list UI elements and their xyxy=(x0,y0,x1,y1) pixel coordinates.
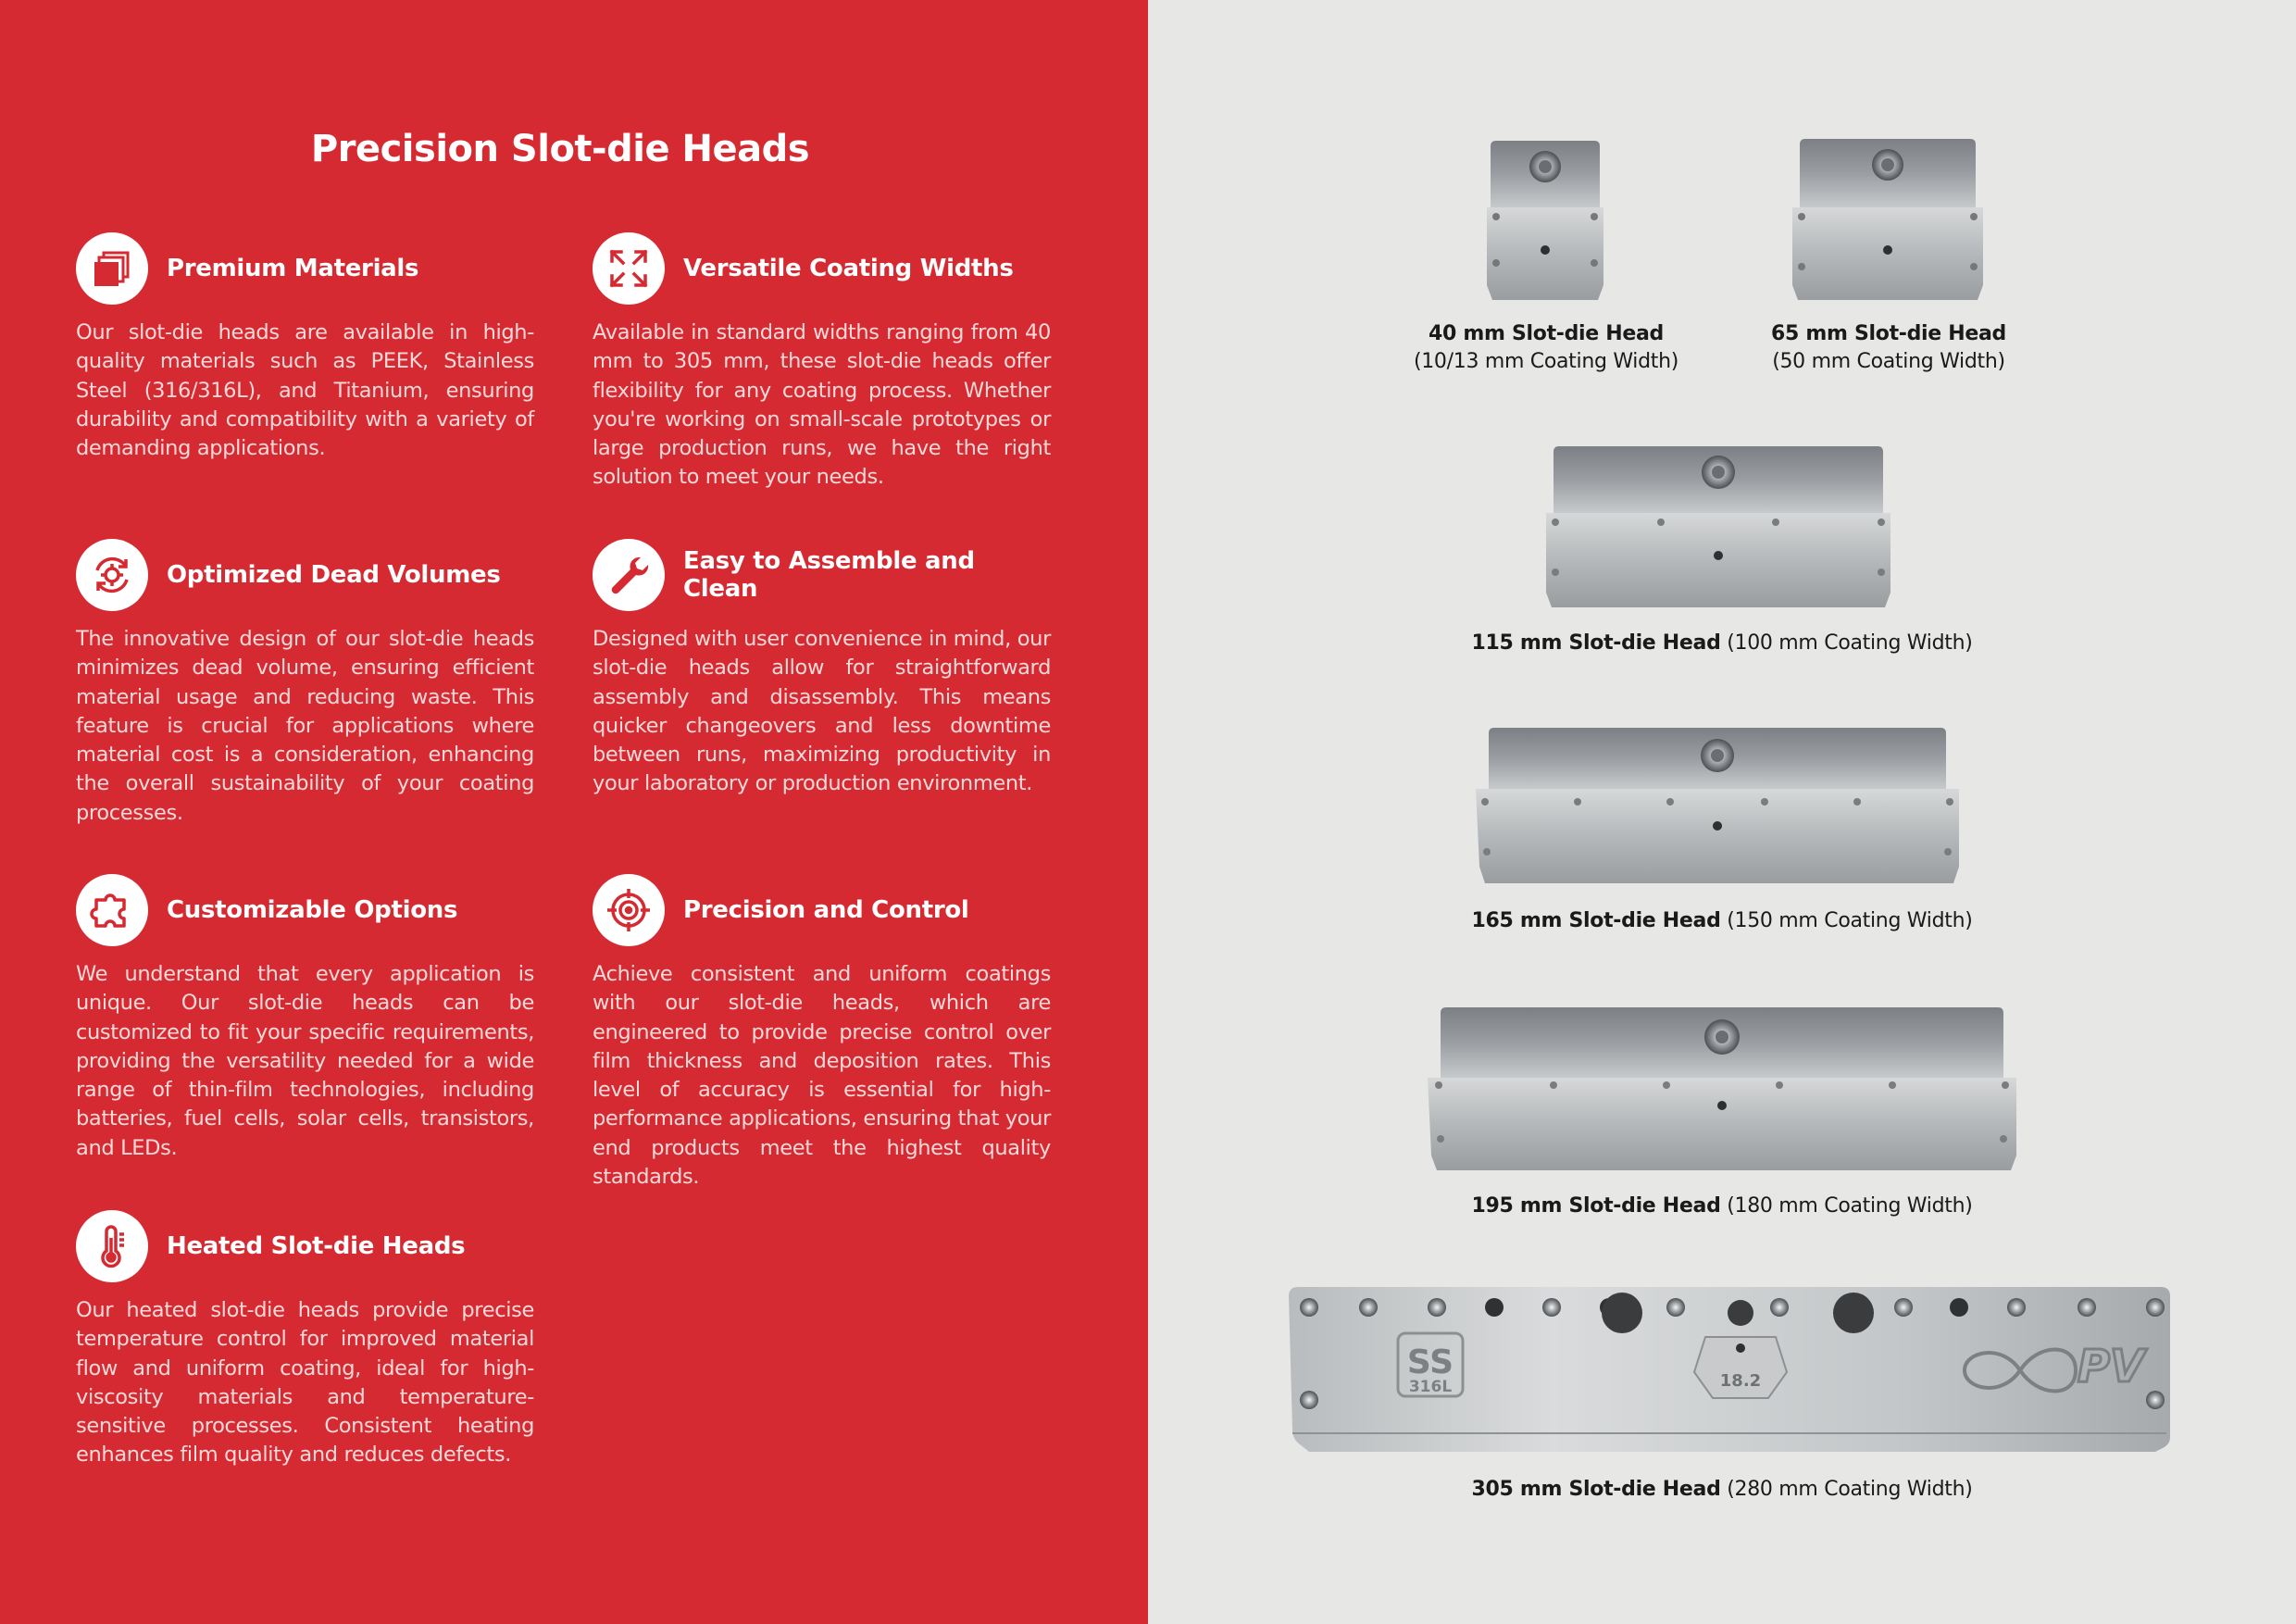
product-image-65mm xyxy=(1792,139,1983,300)
feature-title: Premium Materials xyxy=(167,255,419,282)
feature-versatile-coating-widths xyxy=(593,231,1051,493)
feature-title: Easy to Assemble and Clean xyxy=(683,547,975,603)
product-name: 165 mm Slot-die Head xyxy=(1471,909,1721,932)
feature-body: Our slot-die heads are available in high-quality materials such as PEEK, Stainless Steel (316/316L), and Titanium, ensuring durability and compatibility with a variety of demanding applications. xyxy=(76,320,534,461)
feature-optimized-dead-volumes xyxy=(76,538,534,828)
product-spec: (180 mm Coating Width) xyxy=(1727,1194,1973,1218)
product-spec: (10/13 mm Coating Width) xyxy=(1413,350,1679,373)
product-name: 115 mm Slot-die Head xyxy=(1471,631,1721,655)
feature-body: Designed with user convenience in mind, our slot-die heads allow for straightforward assembly and disassembly. This means quicker changeovers and less downtime between runs, maximizing productivity in your laboratory or production environment. xyxy=(593,627,1051,796)
expand-arrows-icon xyxy=(593,232,665,305)
page-title: Precision Slot-die Heads xyxy=(310,128,810,170)
engraving-grade: 316L xyxy=(1408,1378,1453,1396)
feature-body: Our heated slot-die heads provide precise temperature control for improved material flow and uniform coating, ideal for high-viscosity materials and temperature-sensitive processes. Consistent heating enhances film quality and reduces defects. xyxy=(76,1298,534,1468)
target-icon xyxy=(593,874,665,946)
feature-title: Versatile Coating Widths xyxy=(683,255,1014,282)
gear-cycle-icon xyxy=(76,539,148,611)
engraving-material: SS xyxy=(1406,1343,1454,1381)
feature-heated-slot-die-heads xyxy=(76,1209,534,1470)
thermometer-icon xyxy=(76,1210,148,1282)
feature-customizable-options xyxy=(76,873,534,1163)
product-caption-305mm xyxy=(1379,1476,2065,1504)
feature-easy-assemble-clean xyxy=(593,538,1051,799)
product-spec: (50 mm Coating Width) xyxy=(1772,350,2005,373)
wrench-icon xyxy=(593,539,665,611)
layers-icon xyxy=(76,232,148,305)
feature-body: The innovative design of our slot-die heads minimizes dead volume, ensuring efficient material usage and reducing waste. This feature is crucial for applications where material cost is a consideration, enhancing the overall sustainability of your coating processes. xyxy=(76,627,534,825)
feature-precision-control xyxy=(593,873,1051,1192)
product-caption-195mm xyxy=(1379,1193,2065,1220)
product-image-40mm xyxy=(1487,141,1603,300)
product-image-115mm xyxy=(1546,446,1890,607)
feature-body: Available in standard widths ranging from 40 mm to 305 mm, these slot-die heads offer flexibility for any coating process. Whether you're working on small-scale prototypes or large production runs, we have the right solution to meet your needs. xyxy=(593,320,1051,490)
product-name: 195 mm Slot-die Head xyxy=(1471,1194,1721,1218)
puzzle-icon xyxy=(76,874,148,946)
feature-body: Achieve consistent and uniform coatings with our slot-die heads, which are engineered to provide precise control over film thickness and deposition rates. This level of accuracy is essential for high-performance applications, ensuring that your end products meet the highest quality standards. xyxy=(593,962,1051,1190)
product-caption-115mm xyxy=(1379,630,2065,657)
product-caption-40mm xyxy=(1379,320,1713,376)
product-name: 40 mm Slot-die Head xyxy=(1428,322,1665,345)
product-spec: (150 mm Coating Width) xyxy=(1727,909,1973,932)
feature-title: Heated Slot-die Heads xyxy=(167,1232,466,1260)
engraving-shim: 18.2 xyxy=(1719,1371,1762,1391)
product-caption-65mm xyxy=(1722,320,2055,376)
engraving-brand: PV xyxy=(2077,1341,2145,1393)
product-image-165mm xyxy=(1476,728,1959,883)
product-image-195mm xyxy=(1428,1007,2016,1170)
product-caption-165mm xyxy=(1379,907,2065,935)
feature-title: Customizable Options xyxy=(167,896,458,924)
product-name: 305 mm Slot-die Head xyxy=(1471,1478,1721,1501)
product-name: 65 mm Slot-die Head xyxy=(1770,322,2007,345)
feature-title: Optimized Dead Volumes xyxy=(167,561,501,589)
feature-title: Precision and Control xyxy=(683,896,969,924)
feature-premium-materials xyxy=(76,231,534,463)
product-spec: (100 mm Coating Width) xyxy=(1727,631,1973,655)
product-image-305mm xyxy=(1289,1287,2170,1452)
feature-body: We understand that every application is unique. Our slot-die heads can be customized to fit your specific requirements, providing the versatility needed for a wide range of thin-film technologies, including batteries, fuel cells, solar cells, transistors, and LEDs. xyxy=(76,962,534,1160)
product-spec: (280 mm Coating Width) xyxy=(1727,1478,1973,1501)
